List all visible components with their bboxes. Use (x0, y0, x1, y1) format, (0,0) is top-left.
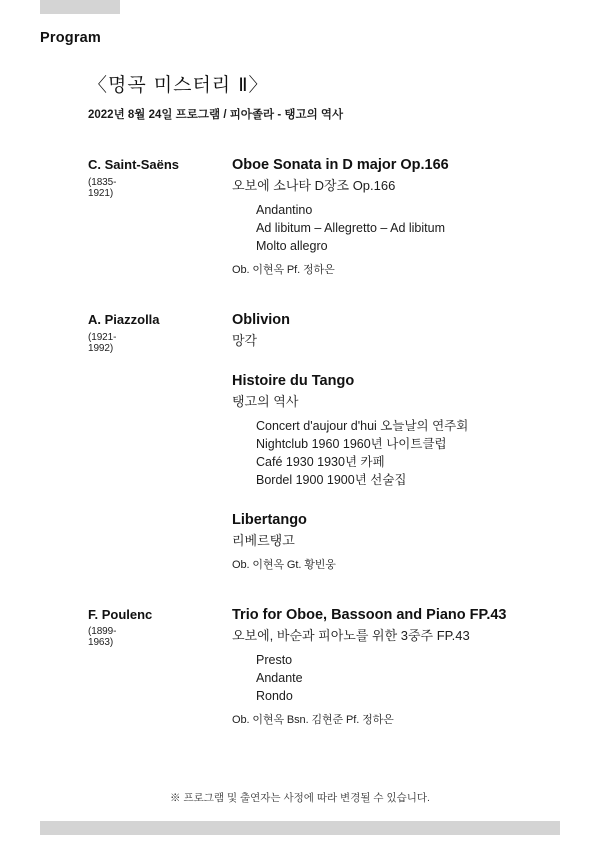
movement-list (256, 651, 600, 705)
performers: Ob. 이현옥 Gt. 황빈웅 (232, 558, 336, 571)
entry-spacer (0, 277, 600, 311)
program-entry (0, 606, 600, 727)
work-item (232, 311, 600, 350)
top-decorative-bar (40, 0, 120, 14)
work-title-korean: 망각 (232, 332, 258, 348)
work-title-korean: 오보에 소나타 D장조 Op.166 (232, 177, 396, 193)
works-block (140, 606, 600, 727)
movement-item: Andantino (256, 202, 313, 217)
movement-item: Concert d'aujour d'hui 오늘날의 연주회 (256, 418, 469, 433)
works-block (140, 156, 600, 277)
work-title-korean: 오보에, 바순과 피아노를 위한 3중주 FP.43 (232, 627, 470, 643)
composer-block (0, 606, 153, 649)
program-entry-list (0, 156, 600, 727)
movement-item: Café 1930 1930년 카페 (256, 454, 385, 469)
program-entry (0, 311, 600, 572)
work-title: Histoire du Tango (232, 372, 355, 389)
works-block (140, 311, 600, 572)
movement-item: Presto (256, 652, 293, 667)
composer-years: (1921-1992) (88, 331, 117, 354)
work-title: Oblivion (232, 312, 290, 329)
work-title: Libertango (232, 512, 307, 529)
work-item (232, 511, 600, 572)
movement-item: Nightclub 1960 1960년 나이트클럽 (256, 436, 447, 451)
composer-name: A. Piazzolla (88, 312, 160, 328)
work-title: Trio for Oboe, Bassoon and Piano FP.43 (232, 606, 507, 623)
movement-item: Molto allegro (256, 238, 328, 253)
work-item (232, 156, 600, 277)
entry-spacer (0, 572, 600, 606)
composer-block (0, 311, 160, 354)
bottom-decorative-bar (40, 821, 560, 835)
footnote: ※ 프로그램 및 출연자는 사정에 따라 변경될 수 있습니다. (170, 792, 430, 804)
page-subtitle: 2022년 8월 24일 프로그램 / 피아졸라 - 탱고의 역사 (88, 109, 344, 121)
composer-years: (1899-1963) (88, 626, 117, 649)
work-title-korean: 리베르탱고 (232, 532, 295, 548)
composer-block (0, 156, 180, 199)
section-label: Program (40, 30, 102, 46)
performers: Ob. 이현옥 Bsn. 김현준 Pf. 정하은 (232, 713, 394, 726)
composer-name: F. Poulenc (88, 606, 153, 622)
movement-item: Andante (256, 670, 303, 685)
work-title: Oboe Sonata in D major Op.166 (232, 157, 449, 173)
work-title-korean: 탱고의 역사 (232, 393, 299, 409)
movement-list (256, 201, 600, 255)
movement-list (256, 417, 600, 490)
composer-name: C. Saint-Saëns (88, 157, 180, 172)
program-content (0, 70, 600, 727)
movement-item: Ad libitum – Allegretto – Ad libitum (256, 220, 445, 235)
movement-item: Rondo (256, 688, 293, 703)
work-item (232, 372, 600, 489)
page-title: 〈명곡 미스터리 Ⅱ〉 (88, 74, 269, 96)
work-item (232, 606, 600, 727)
composer-years: (1835-1921) (88, 176, 117, 199)
program-entry (0, 156, 600, 277)
movement-item: Bordel 1900 1900년 선술집 (256, 472, 407, 487)
performers: Ob. 이현옥 Pf. 정하은 (232, 264, 335, 277)
